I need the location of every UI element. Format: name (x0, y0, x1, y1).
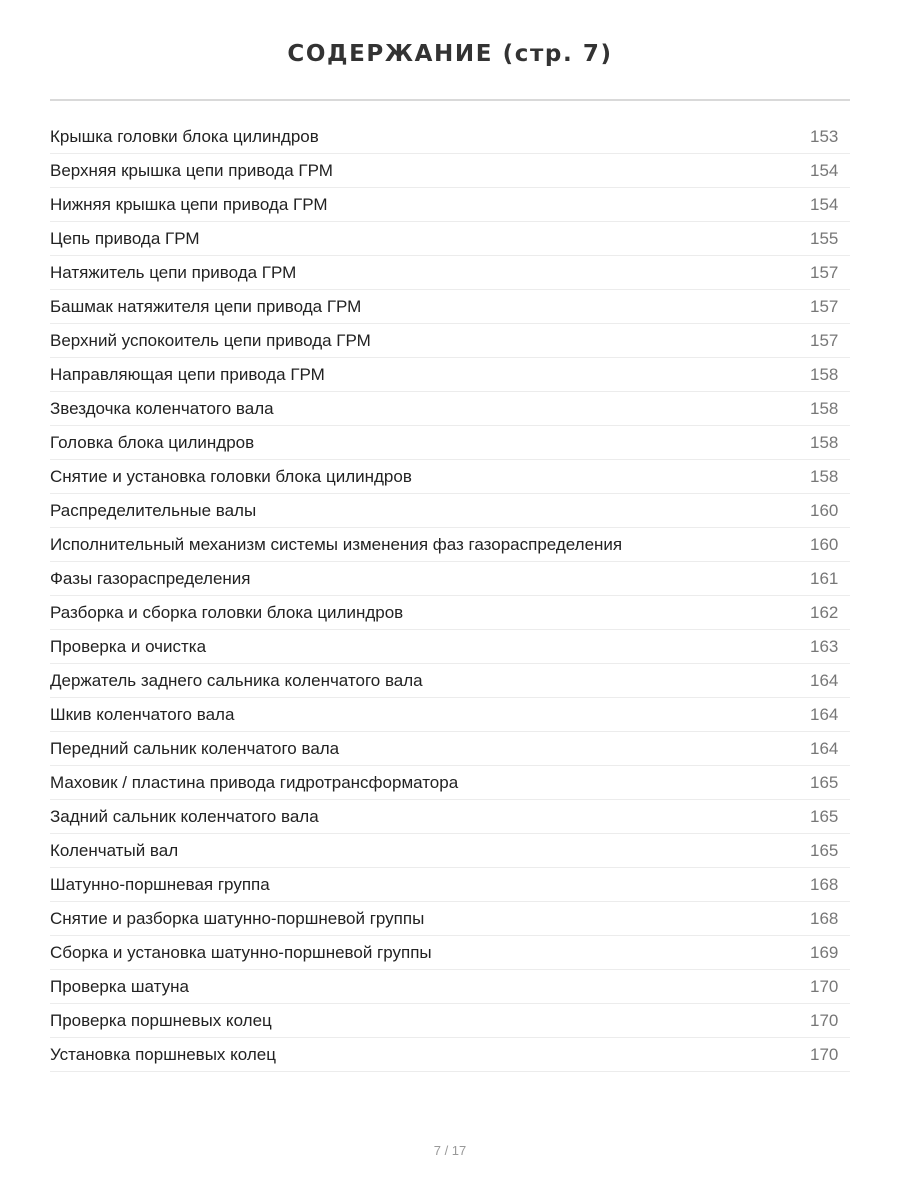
toc-entry[interactable] (50, 290, 850, 324)
toc-entry[interactable] (50, 120, 850, 154)
toc-entry[interactable] (50, 154, 850, 188)
toc-entry-title: Маховик / пластина привода гидротрансформатора (50, 772, 459, 792)
toc-entry[interactable] (50, 188, 850, 222)
toc-entry-page-number: 160 (810, 500, 839, 520)
toc-entry-page-number: 162 (810, 602, 839, 622)
toc-entry-page-number: 164 (810, 738, 839, 758)
toc-entry-title: Нижняя крышка цепи привода ГРМ (50, 194, 328, 214)
toc-entry[interactable] (50, 868, 850, 902)
toc-entry-page-number: 168 (810, 874, 839, 894)
toc-entry-page-number: 164 (810, 670, 839, 690)
toc-entry-page-number: 170 (810, 1010, 839, 1030)
toc-entry[interactable] (50, 766, 850, 800)
toc-entry[interactable] (50, 324, 850, 358)
toc-entry[interactable] (50, 596, 850, 630)
toc-entry-page-number: 157 (810, 262, 839, 282)
toc-entry[interactable] (50, 698, 850, 732)
page-indicator: 7 / 17 (433, 1143, 467, 1158)
toc-entry-title: Проверка и очистка (50, 636, 207, 656)
toc-entry-page-number: 168 (810, 908, 839, 928)
toc-entry[interactable] (50, 970, 850, 1004)
toc-entry[interactable] (50, 494, 850, 528)
toc-entry-title: Звездочка коленчатого вала (50, 398, 274, 418)
toc-entry[interactable] (50, 256, 850, 290)
toc-entry-page-number: 154 (810, 194, 839, 214)
toc-entry[interactable] (50, 1004, 850, 1038)
toc-entry-title: Разборка и сборка головки блока цилиндров (50, 602, 404, 622)
toc-entry-title: Распределительные валы (50, 500, 257, 520)
toc-entry-title: Передний сальник коленчатого вала (50, 738, 340, 758)
toc-entry-page-number: 164 (810, 704, 839, 724)
toc-entry-page-number: 170 (810, 976, 839, 996)
toc-entry[interactable] (50, 936, 850, 970)
toc-entry-page-number: 157 (810, 330, 839, 350)
toc-entry-title: Фазы газораспределения (50, 568, 251, 588)
toc-entry-title: Головка блока цилиндров (50, 432, 255, 452)
toc-entry-title: Цепь привода ГРМ (50, 228, 200, 248)
toc-entry[interactable] (50, 800, 850, 834)
toc-entry[interactable] (50, 358, 850, 392)
toc-entry[interactable] (50, 834, 850, 868)
toc-entry-title: Снятие и разборка шатунно-поршневой группы (50, 908, 425, 928)
toc-entry[interactable] (50, 562, 850, 596)
toc-entry[interactable] (50, 630, 850, 664)
toc-entry-page-number: 165 (810, 772, 839, 792)
toc-entry-title: Направляющая цепи привода ГРМ (50, 364, 325, 384)
title-divider (50, 99, 850, 101)
toc-entry[interactable] (50, 1038, 850, 1072)
toc-entry-title: Верхняя крышка цепи привода ГРМ (50, 160, 333, 180)
toc-entry-title: Башмак натяжителя цепи привода ГРМ (50, 296, 362, 316)
table-of-contents (50, 120, 850, 1072)
toc-entry[interactable] (50, 902, 850, 936)
toc-entry-title: Проверка шатуна (50, 976, 189, 996)
toc-entry-title: Проверка поршневых колец (50, 1010, 272, 1030)
toc-entry-title: Коленчатый вал (50, 840, 179, 860)
toc-entry-page-number: 158 (810, 398, 839, 418)
toc-entry[interactable] (50, 528, 850, 562)
toc-entry-page-number: 161 (810, 568, 839, 588)
toc-entry-page-number: 165 (810, 840, 839, 860)
toc-entry-page-number: 158 (810, 466, 839, 486)
toc-entry-title: Снятие и установка головки блока цилиндров (50, 466, 412, 486)
toc-entry-title: Натяжитель цепи привода ГРМ (50, 262, 297, 282)
toc-entry-page-number: 169 (810, 942, 839, 962)
toc-entry-page-number: 154 (810, 160, 839, 180)
toc-entry-page-number: 153 (810, 126, 839, 146)
toc-entry-title: Крышка головки блока цилиндров (50, 126, 319, 146)
toc-entry-page-number: 170 (810, 1044, 839, 1064)
toc-entry-title: Сборка и установка шатунно-поршневой группы (50, 942, 432, 962)
toc-entry[interactable] (50, 222, 850, 256)
toc-entry-page-number: 158 (810, 432, 839, 452)
toc-entry[interactable] (50, 392, 850, 426)
toc-entry[interactable] (50, 460, 850, 494)
toc-entry[interactable] (50, 664, 850, 698)
toc-entry-page-number: 165 (810, 806, 839, 826)
toc-entry-title: Установка поршневых колец (50, 1044, 276, 1064)
toc-entry-page-number: 155 (810, 228, 839, 248)
toc-entry-title: Шкив коленчатого вала (50, 704, 235, 724)
page-title: СОДЕРЖАНИЕ (стр. 7) (287, 41, 613, 67)
toc-entry-page-number: 157 (810, 296, 839, 316)
toc-entry-title: Исполнительный механизм системы изменения фаз газораспределения (50, 534, 623, 554)
toc-entry-title: Держатель заднего сальника коленчатого вала (50, 670, 423, 690)
toc-entry-page-number: 158 (810, 364, 839, 384)
toc-entry-title: Шатунно-поршневая группа (50, 874, 270, 894)
toc-entry-page-number: 160 (810, 534, 839, 554)
toc-entry-title: Верхний успокоитель цепи привода ГРМ (50, 330, 371, 350)
toc-entry-title: Задний сальник коленчатого вала (50, 806, 319, 826)
toc-entry-page-number: 163 (810, 636, 839, 656)
toc-entry[interactable] (50, 732, 850, 766)
toc-entry[interactable] (50, 426, 850, 460)
